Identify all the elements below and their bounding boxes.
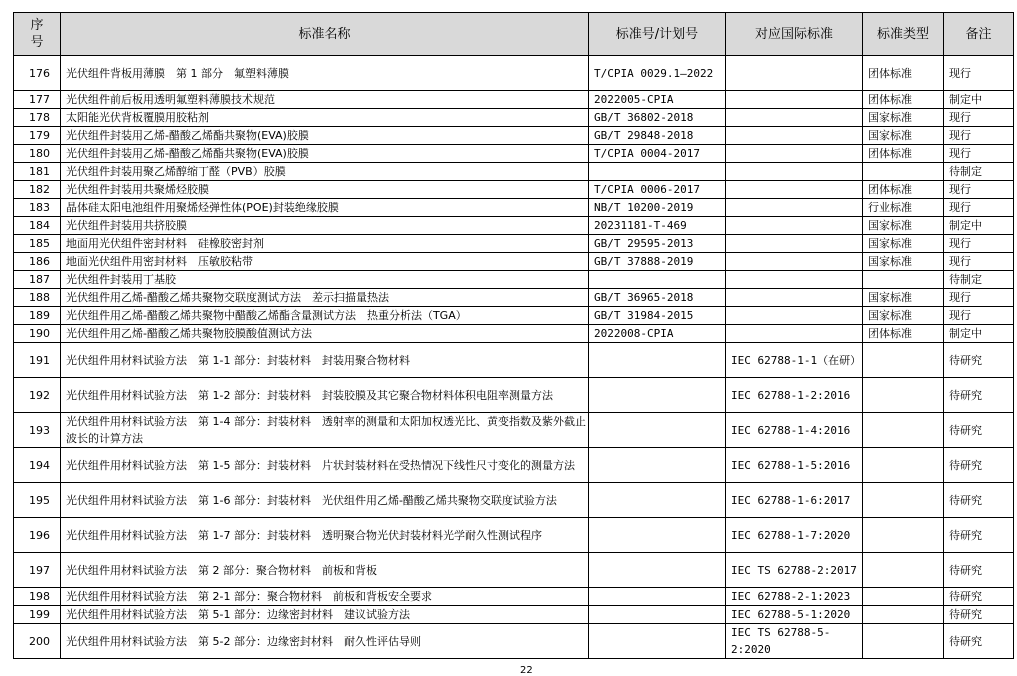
intl-cell: [726, 235, 863, 253]
intl-cell: [726, 307, 863, 325]
intl-cell: IEC 62788-2-1:2023: [726, 588, 863, 606]
name-cell: 光伏组件封装用乙烯-醋酸乙烯酯共聚物(EVA)胶膜: [61, 127, 589, 145]
seq-cell: 176: [14, 56, 61, 91]
code-cell: [589, 483, 726, 518]
intl-cell: [726, 217, 863, 235]
code-cell: 20231181-T-469: [589, 217, 726, 235]
note-cell: 待研究: [944, 553, 1014, 588]
header-intl: 对应国际标准: [726, 13, 863, 56]
table-row: [14, 145, 1014, 163]
table-row: [14, 448, 1014, 483]
type-cell: [863, 163, 944, 181]
name-cell: 光伏组件用材料试验方法 第 1-5 部分：封装材料 片状封装材料在受热情况下线性尺寸变化的测量方法: [61, 448, 589, 483]
name-cell: 光伏组件用材料试验方法 第 2 部分：聚合物材料 前板和背板: [61, 553, 589, 588]
intl-cell: [726, 289, 863, 307]
name-cell: 光伏组件用材料试验方法 第 2-1 部分：聚合物材料 前板和背板安全要求: [61, 588, 589, 606]
seq-cell: 191: [14, 343, 61, 378]
name-cell: 光伏组件前后板用透明氟塑料薄膜技术规范: [61, 91, 589, 109]
table-row: [14, 109, 1014, 127]
note-cell: 现行: [944, 235, 1014, 253]
table-row: [14, 413, 1014, 448]
seq-cell: 199: [14, 606, 61, 624]
name-cell: 光伏组件用材料试验方法 第 1-1 部分：封装材料 封装用聚合物材料: [61, 343, 589, 378]
name-cell: 光伏组件用材料试验方法 第 5-2 部分：边缘密封材料 耐久性评估导则: [61, 624, 589, 659]
table-row: [14, 217, 1014, 235]
type-cell: [863, 553, 944, 588]
type-cell: 团体标准: [863, 325, 944, 343]
note-cell: 待制定: [944, 163, 1014, 181]
note-cell: 待研究: [944, 624, 1014, 659]
table-header-row: [14, 13, 1014, 56]
code-cell: GB/T 29595-2013: [589, 235, 726, 253]
name-cell: 光伏组件封装用共挤胶膜: [61, 217, 589, 235]
seq-cell: 187: [14, 271, 61, 289]
code-cell: [589, 271, 726, 289]
name-cell: 光伏组件封装用聚乙烯醇缩丁醛（PVB）胶膜: [61, 163, 589, 181]
header-code: 标准号/计划号: [589, 13, 726, 56]
type-cell: [863, 343, 944, 378]
table-row: [14, 181, 1014, 199]
type-cell: [863, 606, 944, 624]
intl-cell: IEC TS 62788-5-2:2020: [726, 624, 863, 659]
code-cell: NB/T 10200-2019: [589, 199, 726, 217]
code-cell: GB/T 36965-2018: [589, 289, 726, 307]
note-cell: 现行: [944, 253, 1014, 271]
type-cell: [863, 448, 944, 483]
table-row: [14, 483, 1014, 518]
table-row: [14, 235, 1014, 253]
code-cell: [589, 588, 726, 606]
note-cell: 现行: [944, 289, 1014, 307]
seq-cell: 193: [14, 413, 61, 448]
table-row: [14, 518, 1014, 553]
type-cell: [863, 271, 944, 289]
header-name: 标准名称: [61, 13, 589, 56]
intl-cell: [726, 271, 863, 289]
note-cell: 待研究: [944, 588, 1014, 606]
note-cell: 现行: [944, 199, 1014, 217]
seq-cell: 188: [14, 289, 61, 307]
note-cell: 待研究: [944, 413, 1014, 448]
seq-cell: 180: [14, 145, 61, 163]
note-cell: 制定中: [944, 217, 1014, 235]
name-cell: 光伏组件用乙烯-醋酸乙烯共聚物中醋酸乙烯酯含量测试方法 热重分析法（TGA）: [61, 307, 589, 325]
seq-cell: 197: [14, 553, 61, 588]
type-cell: [863, 588, 944, 606]
name-cell: 地面光伏组件用密封材料 压敏胶粘带: [61, 253, 589, 271]
type-cell: 国家标准: [863, 253, 944, 271]
seq-cell: 183: [14, 199, 61, 217]
type-cell: 团体标准: [863, 181, 944, 199]
note-cell: 待研究: [944, 518, 1014, 553]
table-row: [14, 325, 1014, 343]
code-cell: [589, 518, 726, 553]
intl-cell: [726, 127, 863, 145]
code-cell: [589, 163, 726, 181]
type-cell: 行业标准: [863, 199, 944, 217]
seq-cell: 192: [14, 378, 61, 413]
note-cell: 制定中: [944, 325, 1014, 343]
intl-cell: [726, 145, 863, 163]
intl-cell: [726, 181, 863, 199]
code-cell: [589, 448, 726, 483]
type-cell: 国家标准: [863, 127, 944, 145]
table-row: [14, 588, 1014, 606]
intl-cell: [726, 253, 863, 271]
name-cell: 光伏组件用材料试验方法 第 1-6 部分：封装材料 光伏组件用乙烯-醋酸乙烯共聚物交联度试验方法: [61, 483, 589, 518]
name-cell: 光伏组件用材料试验方法 第 1-7 部分：封装材料 透明聚合物光伏封装材料光学耐久性测试程序: [61, 518, 589, 553]
type-cell: 团体标准: [863, 145, 944, 163]
code-cell: 2022005-CPIA: [589, 91, 726, 109]
table-row: [14, 378, 1014, 413]
seq-cell: 190: [14, 325, 61, 343]
table-row: [14, 163, 1014, 181]
code-cell: GB/T 37888-2019: [589, 253, 726, 271]
seq-cell: 186: [14, 253, 61, 271]
type-cell: [863, 483, 944, 518]
note-cell: 待研究: [944, 378, 1014, 413]
note-cell: 现行: [944, 56, 1014, 91]
seq-cell: 184: [14, 217, 61, 235]
name-cell: 太阳能光伏背板覆膜用胶粘剂: [61, 109, 589, 127]
note-cell: 待研究: [944, 448, 1014, 483]
seq-cell: 200: [14, 624, 61, 659]
intl-cell: [726, 199, 863, 217]
note-cell: 现行: [944, 145, 1014, 163]
type-cell: [863, 378, 944, 413]
code-cell: [589, 413, 726, 448]
intl-cell: IEC 62788-5-1:2020: [726, 606, 863, 624]
intl-cell: IEC 62788-1-2:2016: [726, 378, 863, 413]
type-cell: 国家标准: [863, 109, 944, 127]
table-row: [14, 56, 1014, 91]
table-row: [14, 127, 1014, 145]
name-cell: 光伏组件用乙烯-醋酸乙烯共聚物交联度测试方法 差示扫描量热法: [61, 289, 589, 307]
intl-cell: [726, 325, 863, 343]
standards-table: [13, 12, 1014, 659]
table-row: [14, 553, 1014, 588]
intl-cell: IEC 62788-1-1（在研）: [726, 343, 863, 378]
table-row: [14, 289, 1014, 307]
name-cell: 地面用光伏组件密封材料 硅橡胶密封剂: [61, 235, 589, 253]
intl-cell: IEC 62788-1-5:2016: [726, 448, 863, 483]
code-cell: T/CPIA 0006-2017: [589, 181, 726, 199]
code-cell: [589, 553, 726, 588]
name-cell: 光伏组件用乙烯-醋酸乙烯共聚物胶膜酸值测试方法: [61, 325, 589, 343]
table-row: [14, 91, 1014, 109]
note-cell: 待研究: [944, 343, 1014, 378]
seq-cell: 179: [14, 127, 61, 145]
type-cell: 国家标准: [863, 307, 944, 325]
intl-cell: [726, 163, 863, 181]
seq-cell: 196: [14, 518, 61, 553]
intl-cell: IEC 62788-1-6:2017: [726, 483, 863, 518]
type-cell: 团体标准: [863, 56, 944, 91]
seq-cell: 178: [14, 109, 61, 127]
intl-cell: IEC 62788-1-4:2016: [726, 413, 863, 448]
code-cell: T/CPIA 0004-2017: [589, 145, 726, 163]
name-cell: 晶体硅太阳电池组件用聚烯烃弹性体(POE)封装绝缘胶膜: [61, 199, 589, 217]
code-cell: T/CPIA 0029.1—2022: [589, 56, 726, 91]
seq-cell: 195: [14, 483, 61, 518]
seq-cell: 194: [14, 448, 61, 483]
intl-cell: [726, 109, 863, 127]
name-cell: 光伏组件封装用共聚烯烃胶膜: [61, 181, 589, 199]
type-cell: [863, 413, 944, 448]
note-cell: 待制定: [944, 271, 1014, 289]
table-row: [14, 606, 1014, 624]
table-row: [14, 307, 1014, 325]
seq-cell: 198: [14, 588, 61, 606]
code-cell: GB/T 36802-2018: [589, 109, 726, 127]
table-row: [14, 253, 1014, 271]
note-cell: 现行: [944, 307, 1014, 325]
intl-cell: [726, 91, 863, 109]
name-cell: 光伏组件用材料试验方法 第 5-1 部分：边缘密封材料 建议试验方法: [61, 606, 589, 624]
name-cell: 光伏组件用材料试验方法 第 1-4 部分：封装材料 透射率的测量和太阳加权透光比、黄变指数及紫外截止波长的计算方法: [61, 413, 589, 448]
code-cell: [589, 378, 726, 413]
name-cell: 光伏组件背板用薄膜 第 1 部分 氟塑料薄膜: [61, 56, 589, 91]
code-cell: 2022008-CPIA: [589, 325, 726, 343]
type-cell: 团体标准: [863, 91, 944, 109]
type-cell: [863, 624, 944, 659]
note-cell: 制定中: [944, 91, 1014, 109]
type-cell: 国家标准: [863, 289, 944, 307]
page-number: 22: [520, 665, 533, 676]
note-cell: 现行: [944, 127, 1014, 145]
code-cell: GB/T 29848-2018: [589, 127, 726, 145]
note-cell: 现行: [944, 181, 1014, 199]
note-cell: 待研究: [944, 483, 1014, 518]
header-seq: 序号: [14, 13, 61, 56]
seq-cell: 177: [14, 91, 61, 109]
intl-cell: [726, 56, 863, 91]
header-type: 标准类型: [863, 13, 944, 56]
table-row: [14, 624, 1014, 659]
header-note: 备注: [944, 13, 1014, 56]
table-row: [14, 343, 1014, 378]
seq-cell: 185: [14, 235, 61, 253]
intl-cell: IEC 62788-1-7:2020: [726, 518, 863, 553]
code-cell: [589, 606, 726, 624]
code-cell: [589, 624, 726, 659]
name-cell: 光伏组件封装用丁基胶: [61, 271, 589, 289]
seq-cell: 189: [14, 307, 61, 325]
table-row: [14, 271, 1014, 289]
table-row: [14, 199, 1014, 217]
seq-cell: 181: [14, 163, 61, 181]
code-cell: GB/T 31984-2015: [589, 307, 726, 325]
code-cell: [589, 343, 726, 378]
type-cell: 国家标准: [863, 217, 944, 235]
table-body: [14, 56, 1014, 659]
intl-cell: IEC TS 62788-2:2017: [726, 553, 863, 588]
type-cell: 国家标准: [863, 235, 944, 253]
type-cell: [863, 518, 944, 553]
note-cell: 待研究: [944, 606, 1014, 624]
name-cell: 光伏组件用材料试验方法 第 1-2 部分：封装材料 封装胶膜及其它聚合物材料体积电阻率测量方法: [61, 378, 589, 413]
name-cell: 光伏组件封装用乙烯-醋酸乙烯酯共聚物(EVA)胶膜: [61, 145, 589, 163]
seq-cell: 182: [14, 181, 61, 199]
note-cell: 现行: [944, 109, 1014, 127]
